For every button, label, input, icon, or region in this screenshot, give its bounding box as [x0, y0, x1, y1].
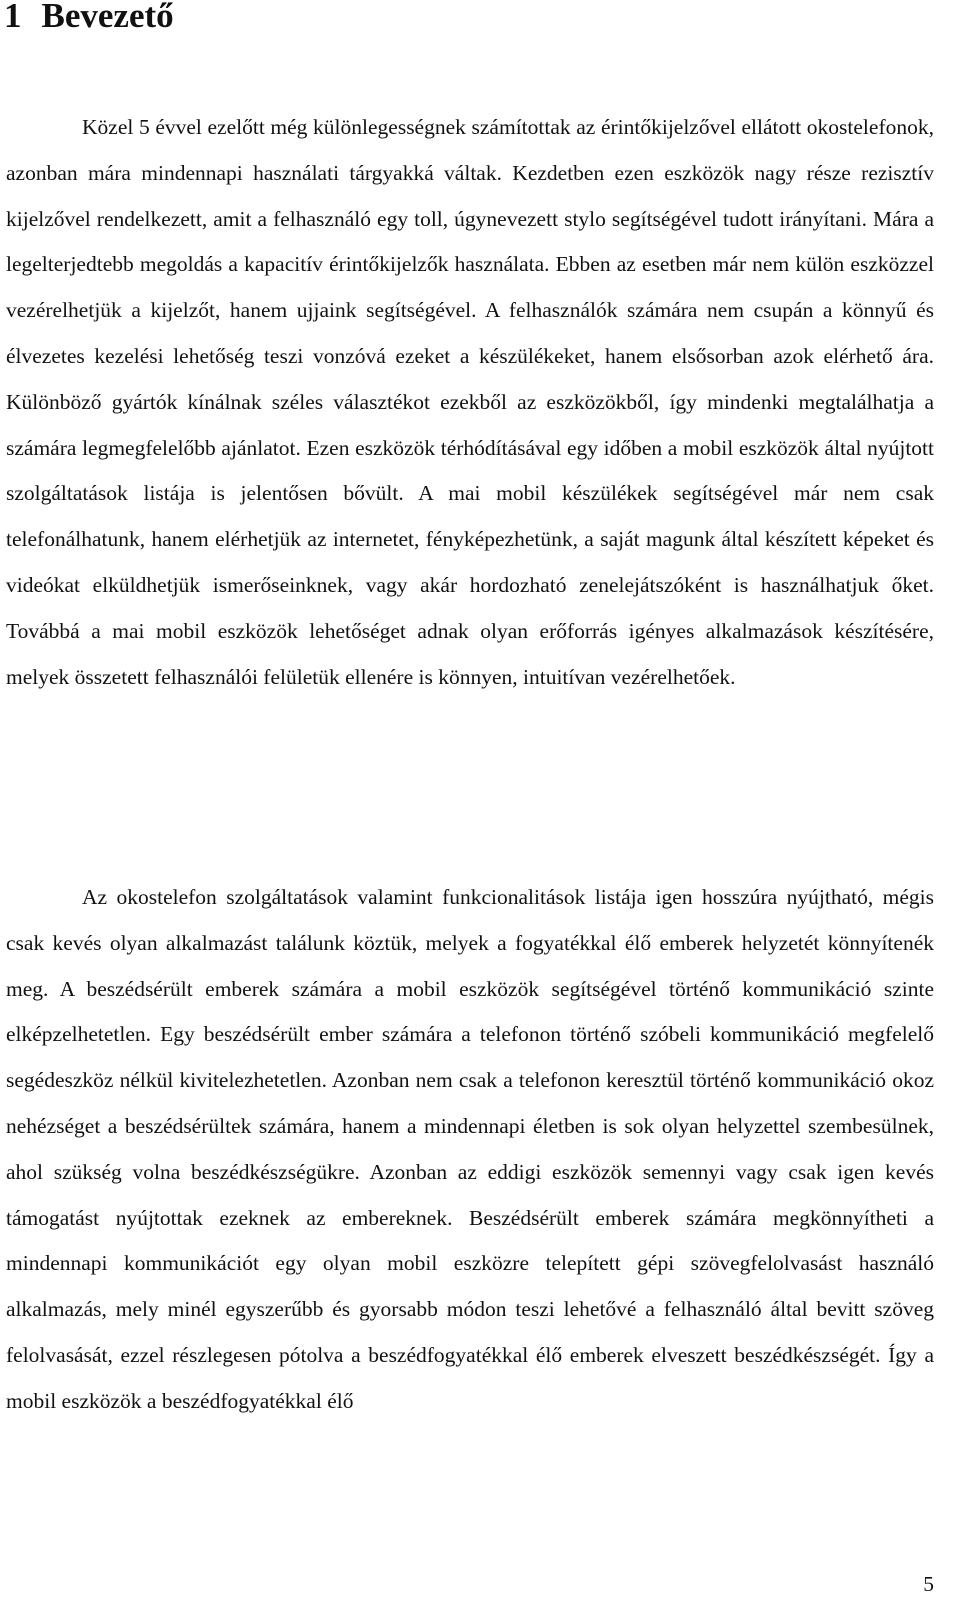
- body-paragraph: Az okostelefon szolgáltatások valamint funkcionalitások listája igen hosszúra nyújtható, mégis csak kevés olyan alkalmazást találunk köztük, melyek a fogyatékkal élő emberek helyzetét könnyítenék meg. A beszédsérült emberek számára a mobil eszközök segítségével történő kommunikáció szinte elképzelhetetlen. Egy beszédsérült ember számára a telefonon történő szóbeli kommunikáció megfelelő segédeszköz nélkül kivitelezhetetlen. Azonban nem csak a telefonon keresztül történő kommunikáció okoz nehézséget a beszédsérültek számára, hanem a mindennapi életben is sok olyan helyzettel szembesülnek, ahol szükség volna beszédkészségükre. Azonban az eddigi eszközök semennyi vagy csak igen kevés támogatást nyújtottak ezeknek az embereknek. Beszédsérült emberek számára megkönnyítheti a mindennapi kommunikációt egy olyan mobil eszközre telepített gépi szövegfelolvasást használó alkalmazás, mely minél egyszerűbb és gyorsabb módon teszi lehetővé a felhasználó által bevitt szöveg felolvasását, ezzel részlegesen pótolva a beszédfogyatékkal élő emberek elveszett beszédkészségét. Így a mobil eszközök a beszédfogyatékkal élő: [6, 885, 934, 1413]
- section-heading: [4, 0, 174, 38]
- section-number: 1: [4, 0, 22, 35]
- section-title: Bevezető: [41, 0, 174, 35]
- body-paragraph: Közel 5 évvel ezelőtt még különlegességnek számítottak az érintőkijelzővel ellátott okostelefonok, azonban mára mindennapi használati tárgyakká váltak. Kezdetben ezen eszközök nagy része rezisztív kijelzővel rendelkezett, amit a felhasználó egy toll, úgynevezett stylo segítségével tudott irányítani. Mára a legelterjedtebb megoldás a kapacitív érintőkijelzők használata. Ebben az esetben már nem külön eszközzel vezérelhetjük a kijelzőt, hanem ujjaink segítségével. A felhasználók számára nem csupán a könnyű és élvezetes kezelési lehetőség teszi vonzóvá ezeket a készülékeket, hanem elsősorban azok elérhető ára. Különböző gyártók kínálnak széles választékot ezekből az eszközökből, így mindenki megtalálhatja a számára legmegfelelőbb ajánlatot. Ezen eszközök térhódításával egy időben a mobil eszközök által nyújtott szolgáltatások listája is jelentősen bővült. A mai mobil készülékek segítségével már nem csak telefonálhatunk, hanem elérhetjük az internetet, fényképezhetünk, a saját magunk által készített képeket és videókat elküldhetjük ismerőseinknek, vagy akár hordozható zenelejátszóként is használhatjuk őket. Továbbá a mai mobil eszközök lehetőséget adnak olyan erőforrás igényes alkalmazások készítésére, melyek összetett felhasználói felületük ellenére is könnyen, intuitívan vezérelhetőek.: [6, 115, 934, 689]
- page-number: 5: [923, 1572, 934, 1596]
